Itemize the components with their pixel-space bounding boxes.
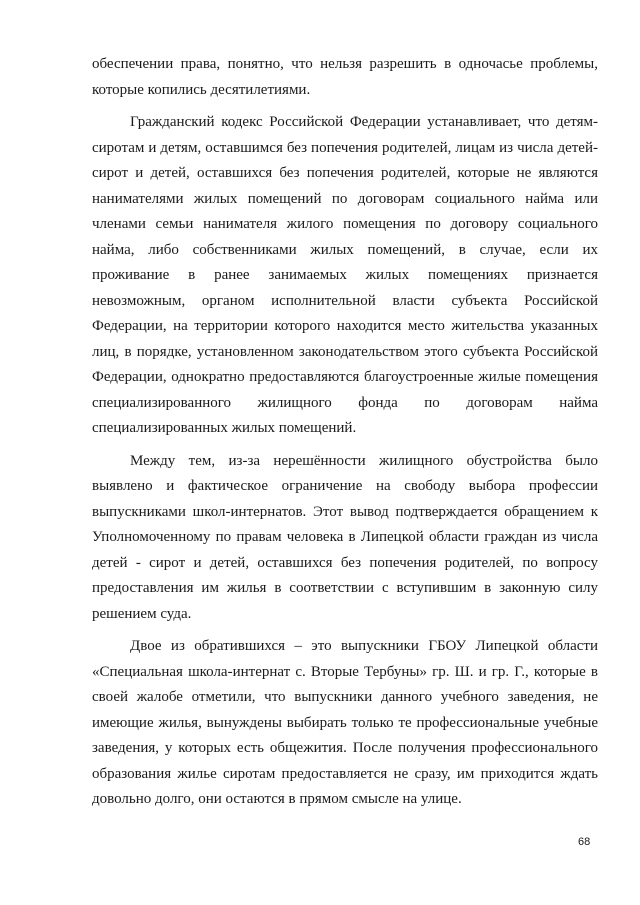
paragraph-continuation: обеспечении права, понятно, что нельзя разрешить в одночасье проблемы, которые копились десятилетиями.: [92, 56, 598, 98]
paragraph-profession-restriction: Между тем, из-за нерешённости жилищного обустройства было выявлено и фактическое ограничение на свободу выбора профессии выпускниками школ-интернатов. Этот вывод подтверждается обращением к Уполномоченному по правам человека в Липецкой области граждан из числа детей - сирот и детей, оставшихся без попечения родителей, по вопросу предоставления им жилья в соответствии с вступившим в законную силу решением суда.: [92, 452, 598, 622]
body-text: [92, 52, 598, 820]
paragraph-graduates-complaint: Двое из обратившихся – это выпускники ГБОУ Липецкой области «Специальная школа-интернат с. Вторые Тербуны» гр. Ш. и гр. Г., которые в своей жалобе отметили, что выпускники данного учебного заведения, не имеющие жилья, вынуждены выбирать только те профессиональные учебные заведения, у которых есть общежития. После получения профессионального образования жилье сиротам предоставляется не сразу, им приходится ждать довольно долго, они остаются в прямом смысле на улице.: [92, 638, 598, 807]
page-number: 68: [578, 836, 591, 848]
paragraph-civil-code: Гражданский кодекс Российской Федерации устанавливает, что детям-сиротам и детям, оставшимся без попечения родителей, лицам из числа детей-сирот и детей, оставшихся без попечения родителей, которые не являются нанимателями жилых помещений по договорам социального найма или членами семьи нанимателя жилого помещения по договору социального найма, либо собственниками жилых помещений, в случае, если их проживание в ранее занимаемых жилых помещениях признается невозможным, органом исполнительной власти субъекта Российской Федерации, на территории которого находится место жительства указанных лиц, в порядке, установленном законодательством этого субъекта Российской Федерации, однократно предоставляются благоустроенные жилые помещения специализированного жилищного фонда по договорам найма специализированных жилых помещений.: [92, 114, 598, 436]
